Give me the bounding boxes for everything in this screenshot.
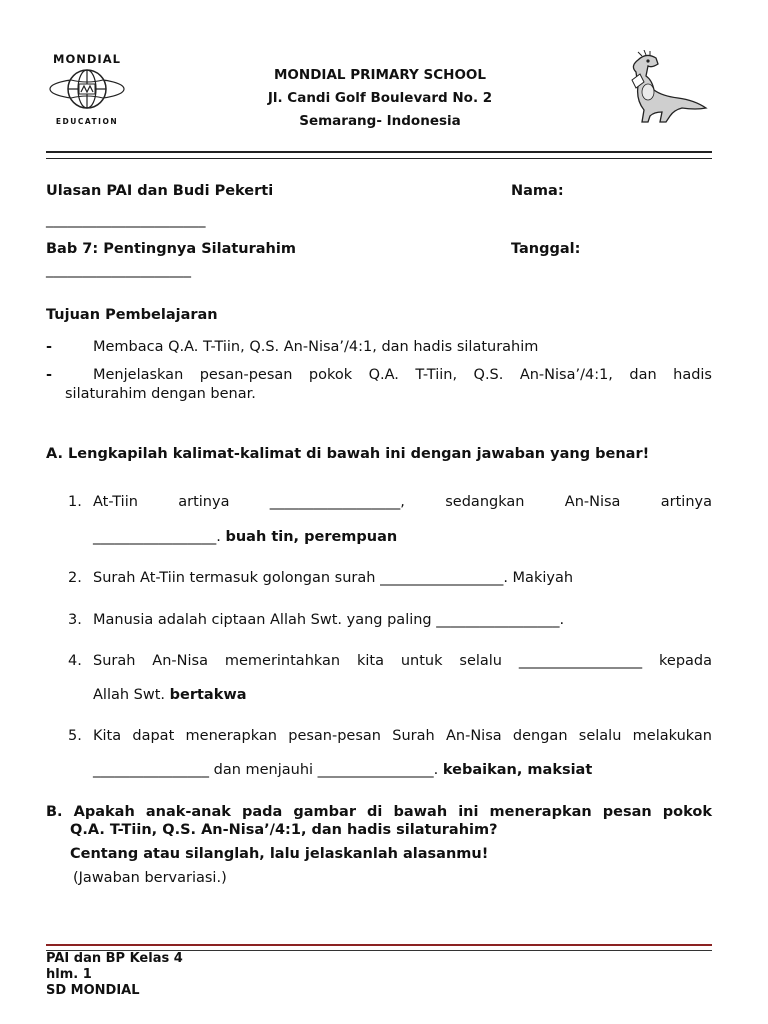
logo-top-text: MONDIAL xyxy=(53,52,121,66)
question-5-blanks: ________________ dan menjauhi ________________. xyxy=(93,762,439,778)
question-5-line-2 xyxy=(93,762,592,778)
section-b-title-line-1: B. Apakah anak-anak pada gambar di bawah ini menerapkan pesan pokok xyxy=(46,804,712,820)
school-header xyxy=(200,64,560,133)
name-label: Nama: xyxy=(511,183,564,199)
school-logo xyxy=(48,52,126,128)
footer-page: hlm. 1 xyxy=(46,967,92,982)
objective-item-2-line-1: Menjelaskan pesan-pesan pokok Q.A. T-Tiin, Q.S. An-Nisa’/4:1, dan hadis xyxy=(93,367,712,383)
question-4-text: Allah Swt. xyxy=(93,687,166,703)
question-1-answer: buah tin, perempuan xyxy=(225,529,398,545)
subject-title: Ulasan PAI dan Budi Pekerti xyxy=(46,183,274,199)
objective-item-1: Membaca Q.A. T-Tiin, Q.S. An-Nisa’/4:1, dan hadis silaturahim xyxy=(93,339,539,355)
question-2-answer: Makiyah xyxy=(512,570,574,586)
question-4-line-1: Surah An-Nisa memerintahkan kita untuk selalu _________________ kepada xyxy=(93,653,712,669)
question-number: 2. xyxy=(68,570,82,586)
question-number: 5. xyxy=(68,728,82,744)
dinosaur-mascot-icon xyxy=(618,50,710,124)
school-address: Jl. Candi Golf Boulevard No. 2 xyxy=(267,90,493,106)
section-a-title: A. Lengkapilah kalimat-kalimat di bawah ini dengan jawaban yang benar! xyxy=(46,446,650,462)
question-4-answer: bertakwa xyxy=(169,687,247,703)
name-blank: ______________________ xyxy=(46,212,206,228)
footer-school: SD MONDIAL xyxy=(46,983,140,998)
footer xyxy=(46,951,183,999)
question-3-text: Manusia adalah ciptaan Allah Swt. yang paling _________________. xyxy=(93,612,565,628)
footer-divider xyxy=(46,944,712,951)
question-1-line-1: At-Tiin artinya __________________, sedangkan An-Nisa artinya xyxy=(93,494,712,510)
section-b-note: (Jawaban bervariasi.) xyxy=(73,870,227,886)
question-2-text: Surah At-Tiin termasuk golongan surah _________________. xyxy=(93,570,508,586)
question-number: 3. xyxy=(68,612,82,628)
section-b-title-line-2: Q.A. T-Tiin, Q.S. An-Nisa’/4:1, dan hadis silaturahim? xyxy=(70,822,498,838)
question-number: 1. xyxy=(68,494,82,510)
objectives-title: Tujuan Pembelajaran xyxy=(46,307,218,323)
bullet-marker: - xyxy=(46,367,53,383)
date-label: Tanggal: xyxy=(511,241,581,257)
logo-bottom-text: EDUCATION xyxy=(55,117,119,126)
question-1-line-2 xyxy=(93,529,397,545)
chapter-title: Bab 7: Pentingnya Silaturahim xyxy=(46,241,296,257)
section-b-instruction: Centang atau silanglah, lalu jelaskanlah alasanmu! xyxy=(70,846,489,862)
question-5-line-1: Kita dapat menerapkan pesan-pesan Surah An-Nisa dengan selalu melakukan xyxy=(93,728,712,744)
school-name: MONDIAL PRIMARY SCHOOL xyxy=(274,67,486,83)
date-blank: ____________________ xyxy=(46,262,191,278)
question-1-blank: _________________. xyxy=(93,529,221,545)
question-5-answer: kebaikan, maksiat xyxy=(442,762,593,778)
question-number: 4. xyxy=(68,653,82,669)
question-2 xyxy=(93,570,573,586)
footer-course: PAI dan BP Kelas 4 xyxy=(46,951,183,966)
globe-icon xyxy=(48,66,126,112)
objective-item-2-line-2: silaturahim dengan benar. xyxy=(65,386,256,402)
school-city: Semarang- Indonesia xyxy=(299,113,461,129)
header-divider xyxy=(46,151,712,159)
bullet-marker: - xyxy=(46,339,53,355)
question-4-line-2 xyxy=(93,687,247,703)
